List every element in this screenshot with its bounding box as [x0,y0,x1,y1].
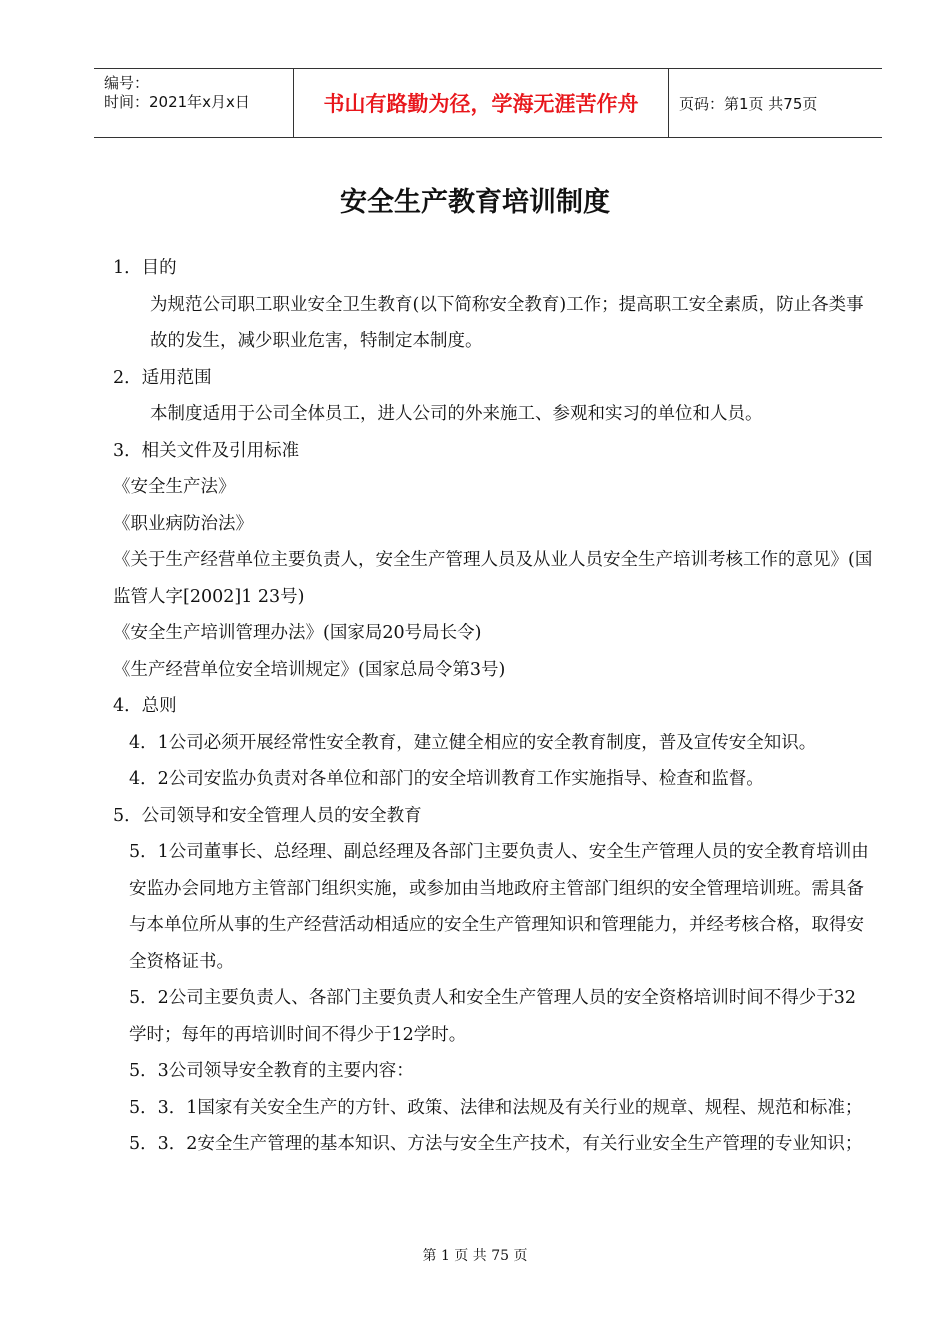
header-motto: 书山有路勤为径，学海无涯苦作舟 [294,69,669,137]
clause: 4．1公司必须开展经常性安全教育，建立健全相应的安全教育制度，普及宣传安全知识。 [129,732,817,753]
document-body [113,250,873,1163]
section-heading: 2．适用范围 [113,367,212,388]
reference-item: 《关于生产经营单位主要负责人，安全生产管理人员及从业人员安全生产培训考核工作的意见》(国监管人字[2002]1 23号) [113,550,873,607]
reference-item: 《安全生产培训管理办法》(国家局20号局长令) [113,623,482,643]
section-heading: 4．总则 [113,696,177,716]
section-heading: 3．相关文件及引用标准 [113,440,300,461]
clause: 5．3公司领导安全教育的主要内容： [129,1061,414,1081]
paragraph: 为规范公司职工职业安全卫生教育(以下简称安全教育)工作；提高职工安全素质，防止各类事故的发生，减少职业危害，特制定本制度。 [150,294,864,351]
document-title: 安全生产教育培训制度 [340,187,610,218]
section-heading: 5．公司领导和安全管理人员的安全教育 [113,805,422,826]
clause: 5．2公司主要负责人、各部门主要负责人和安全生产管理人员的安全资格培训时间不得少于32学时；每年的再培训时间不得少于12学时。 [129,988,857,1045]
paragraph: 本制度适用于公司全体员工，进人公司的外来施工、参观和实习的单位和人员。 [150,404,763,424]
clause: 5．3．2安全生产管理的基本知识、方法与安全生产技术，有关行业安全生产管理的专业知识； [129,1134,863,1154]
reference-item: 《生产经营单位安全培训规定》(国家总局令第3号) [113,659,506,680]
clause: 5．3．1国家有关安全生产的方针、政策、法律和法规及有关行业的规章、规程、规范和标准； [129,1097,863,1118]
time-label: 时间：2021年x月x日 [104,93,250,111]
header-meta [94,69,294,137]
clause: 5．1公司董事长、总经理、副总经理及各部门主要负责人、安全生产管理人员的安全教育培训由安监办会同地方主管部门组织实施，或参加由当地政府主管部门组织的安全管理培训班。需具备与本单位所从事的生产经营活动相适应的安全生产管理知识和管理能力，并经考核合格，取得安全资格证书。 [129,842,869,972]
document-header [94,68,882,138]
section-heading: 1．目的 [113,258,177,278]
clause: 4．2公司安监办负责对各单位和部门的安全培训教育工作实施指导、检查和监督。 [129,769,764,789]
reference-item: 《职业病防治法》 [113,513,253,534]
reference-item: 《安全生产法》 [113,477,236,497]
code-label: 编号： [104,74,150,92]
header-page-info: 页码：第1页 共75页 [679,94,818,113]
page-footer: 第 1 页 共 75 页 [422,1248,528,1264]
